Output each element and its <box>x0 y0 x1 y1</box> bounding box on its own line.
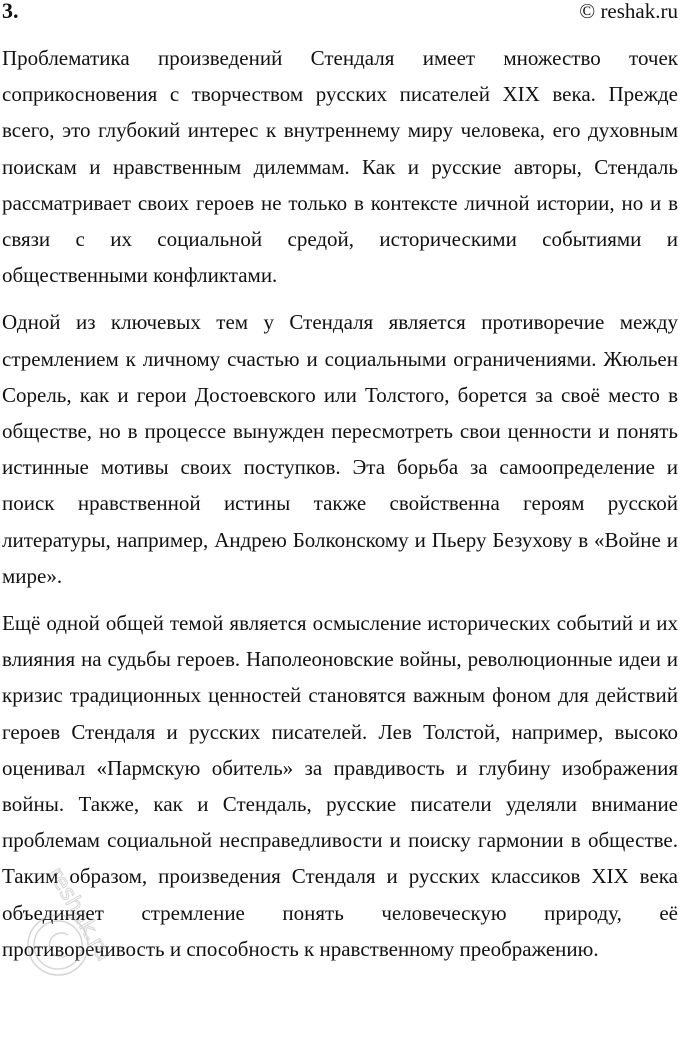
copyright-mark: © reshak.ru <box>579 0 678 23</box>
watermark-text: reshak.ru <box>42 863 117 966</box>
page-header <box>0 0 680 30</box>
paragraph-1: Проблематика произведений Стендаля имеет множество точек соприкосновения с творчеством русских писателей XIX века. Прежде всего, это глубокий интерес к внутреннему миру человека, его духовным поискам и нравственным дилеммам. Как и русские авторы, Стендаль рассматривает своих героев не только в контексте личной истории, но и в связи с их социальной средой, историческими событиями и общественными конфликтами. <box>2 46 678 288</box>
paragraph-2: Одной из ключевых тем у Стендаля является противоречие между стремлением к личному счастью и социальными ограничениями. Жюльен Сорель, как и герои Достоевского или Толстого, борется за своё место в обществе, но в процессе вынужден пересмотреть свои ценности и понять истинные мотивы своих поступков. Эта борьба за самоопределение и поиск нравственной истины также свойственна героям русской литературы, например, Андрею Болконскому и Пьеру Безухову в «Войне и мире». <box>2 310 678 588</box>
paragraph-3: Ещё одной общей темой является осмысление исторических событий и их влияния на судьбы героев. Наполеоновские войны, революционные идеи и кризис традиционных ценностей становятся важным фоном для действий героев Стендаля и русских писателей. Лев Толстой, например, высоко оценивал «Пармскую обитель» за правдивость и глубину изображения войны. Также, как и Стендаль, русские писатели уделяли внимание проблемам социальной несправедливости и поиску гармонии в обществе. Таким образом, произведения Стендаля и русских классиков XIX века объединяет стремление понять человеческую природу, её противоречивость и способность к нравственному преображению. <box>2 611 678 961</box>
answer-text <box>2 40 678 978</box>
task-number: 3. <box>2 0 19 23</box>
